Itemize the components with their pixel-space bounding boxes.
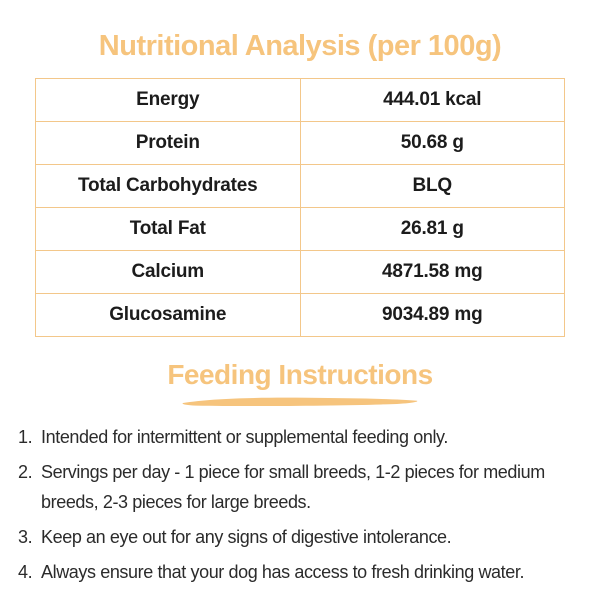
table-row — [36, 165, 565, 208]
list-item-number: 1. — [18, 427, 33, 447]
list-item-text: Always ensure that your dog has access to fresh drinking water. — [41, 562, 525, 582]
list-item-number: 3. — [18, 527, 33, 547]
table-row — [36, 79, 565, 122]
nutrition-table — [35, 78, 565, 337]
nutrient-value: 26.81 g — [300, 208, 565, 251]
table-row — [36, 251, 565, 294]
list-item-text: Servings per day - 1 piece for small breeds, 1-2 pieces for medium — [41, 462, 545, 482]
nutrient-value: BLQ — [300, 165, 565, 208]
nutrient-value: 50.68 g — [300, 122, 565, 165]
feeding-instructions-list — [18, 422, 594, 587]
brush-stroke-underline-decoration — [180, 395, 420, 408]
list-item — [18, 522, 594, 552]
list-item — [18, 422, 594, 452]
list-item-number: 4. — [18, 562, 33, 582]
nutrient-label: Calcium — [36, 251, 301, 294]
nutrient-value: 4871.58 mg — [300, 251, 565, 294]
nutrient-label: Energy — [36, 79, 301, 122]
list-item-number: 2. — [18, 462, 33, 482]
nutritional-analysis-title: Nutritional Analysis (per 100g) — [98, 30, 502, 62]
table-row — [36, 208, 565, 251]
nutrient-value: 444.01 kcal — [300, 79, 565, 122]
list-item-text: Intended for intermittent or supplemental feeding only. — [41, 427, 448, 447]
list-item-text: Keep an eye out for any signs of digestive intolerance. — [41, 527, 452, 547]
feeding-instructions-title: Feeding Instructions — [167, 359, 433, 390]
nutrient-value: 9034.89 mg — [300, 294, 565, 337]
nutrient-label: Glucosamine — [36, 294, 301, 337]
nutrient-label: Total Carbohydrates — [36, 165, 301, 208]
table-row — [36, 294, 565, 337]
list-item-text: breeds, 2-3 pieces for large breeds. — [41, 492, 311, 512]
nutrient-label: Total Fat — [36, 208, 301, 251]
list-item — [18, 557, 594, 587]
list-item — [18, 457, 594, 517]
nutrient-label: Protein — [36, 122, 301, 165]
table-row — [36, 122, 565, 165]
